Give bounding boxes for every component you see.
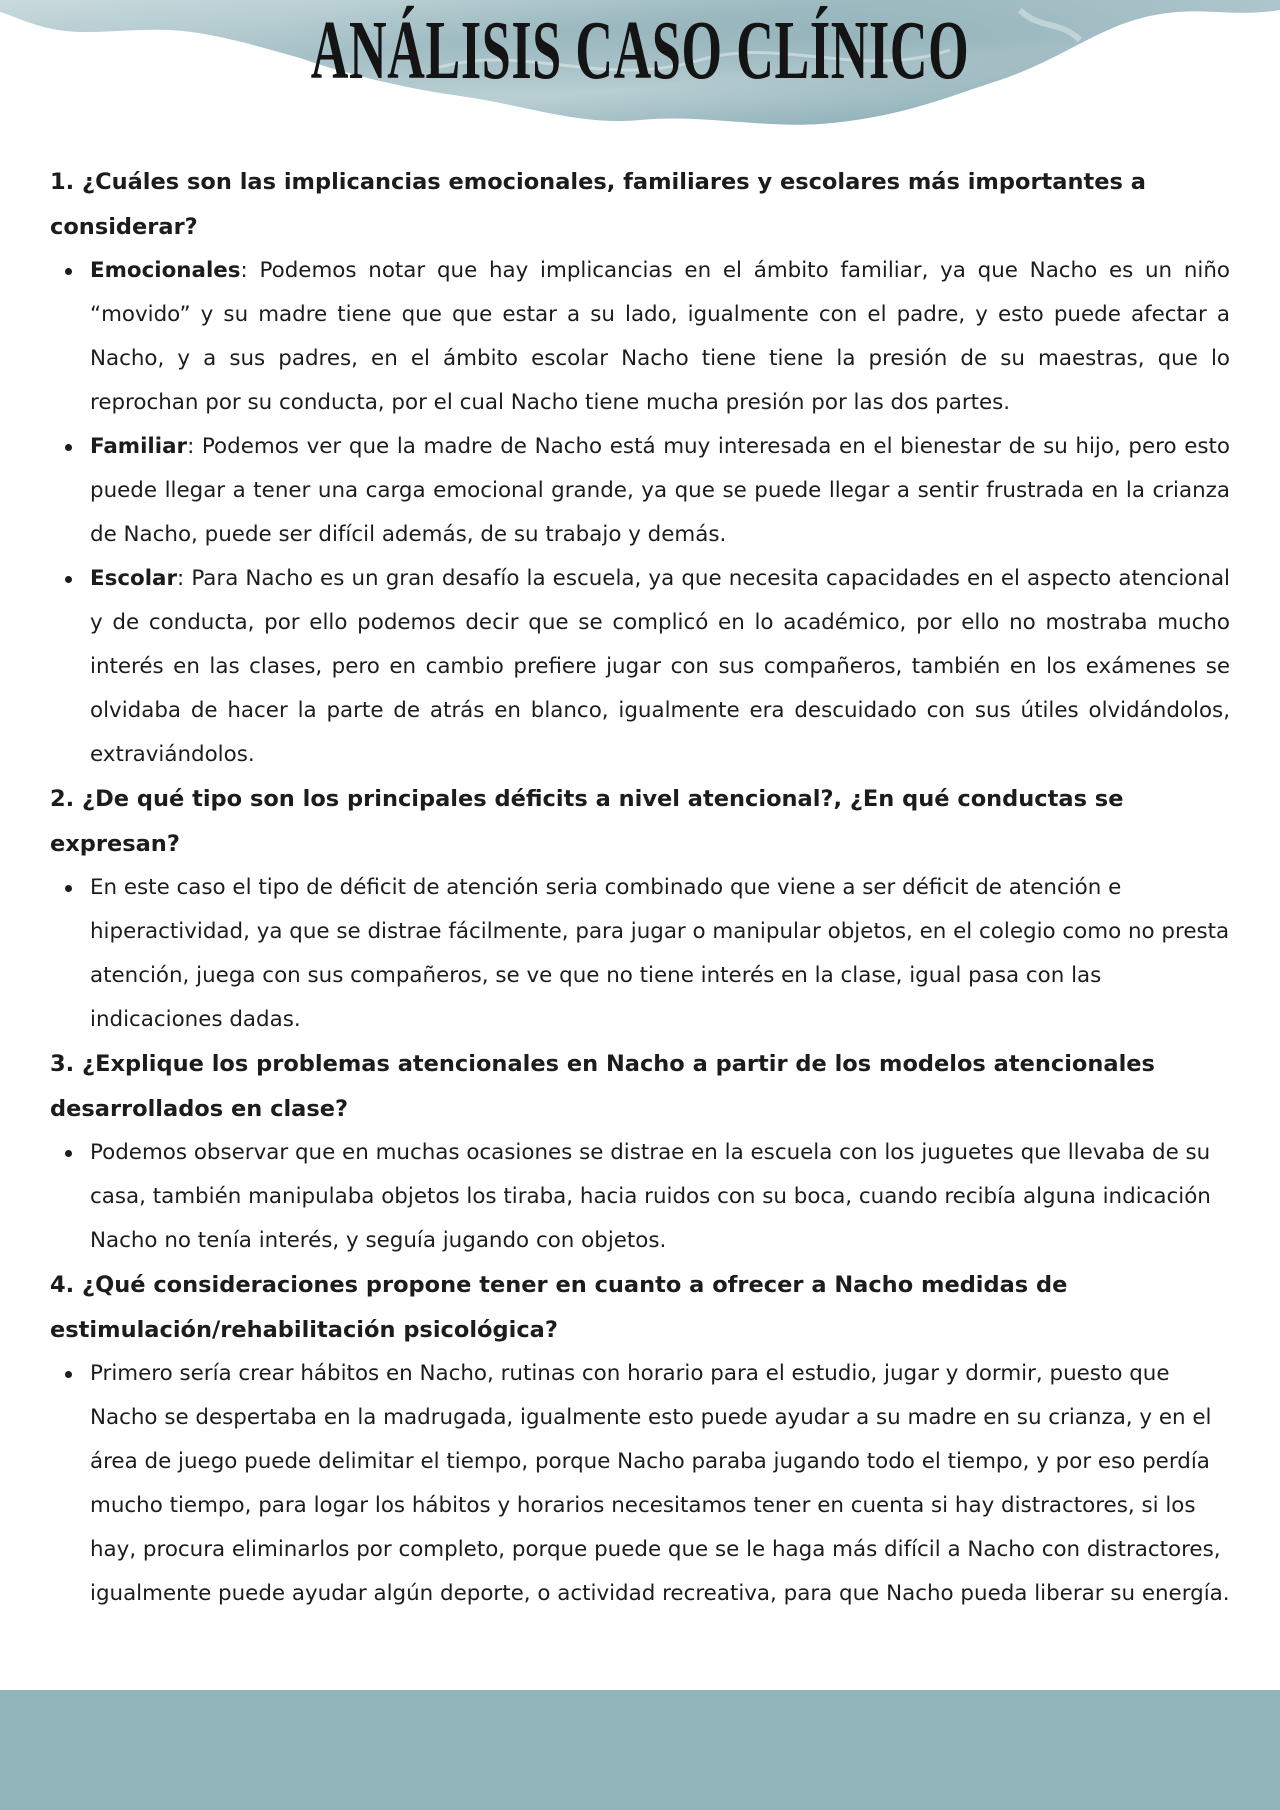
document-body [50, 160, 1230, 1616]
answer-list-3 [50, 1131, 1230, 1263]
question-1: 1. ¿Cuáles son las implicancias emocionales, familiares y escolares más importantes a considerar? [50, 169, 1146, 240]
list-item [90, 866, 1230, 1042]
page-title: ANÁLISIS CASO CLÍNICO [310, 4, 970, 97]
item-term: Emocionales [90, 258, 241, 283]
question-4: 4. ¿Qué consideraciones propone tener en cuanto a ofrecer a Nacho medidas de estimulación/rehabilitación psicológica? [50, 1272, 1068, 1343]
item-text: Primero sería crear hábitos en Nacho, rutinas con horario para el estudio, jugar y dormir, puesto que Nacho se despertaba en la madrugada, igualmente esto puede ayudar a su madre en su crianza, y en el área de juego puede delimitar el tiempo, porque Nacho paraba jugando todo el tiempo, y por eso perdía mucho tiempo, para logar los hábitos y horarios necesitamos tener en cuenta si hay distractores, si los hay, procura eliminarlos por completo, porque puede que se le haga más difícil a Nacho con distractores, igualmente puede ayudar algún deporte, o actividad recreativa, para que Nacho pueda liberar su energía. [90, 1361, 1230, 1606]
list-item [90, 557, 1230, 777]
item-term: Escolar [90, 566, 178, 591]
answer-list-1 [50, 249, 1230, 777]
item-text: En este caso el tipo de déficit de atención seria combinado que viene a ser déficit de atención e hiperactividad, ya que se distrae fácilmente, para jugar o manipular objetos, en el colegio como no presta atención, juega con sus compañeros, se ve que no tiene interés en la clase, igual pasa con las indicaciones dadas. [90, 875, 1230, 1032]
item-text: Podemos observar que en muchas ocasiones se distrae en la escuela con los juguetes que llevaba de su casa, también manipulaba objetos los tiraba, hacia ruidos con su boca, cuando recibía alguna indicación Nacho no tenía interés, y seguía jugando con objetos. [90, 1140, 1211, 1253]
list-item [90, 249, 1230, 425]
item-text: : Podemos ver que la madre de Nacho está muy interesada en el bienestar de su hijo, pero esto puede llegar a tener una carga emocional grande, ya que se puede llegar a sentir frustrada en la crianza de Nacho, puede ser difícil además, de su trabajo y demás. [90, 434, 1230, 547]
header-banner [0, 0, 1280, 130]
list-item [90, 425, 1230, 557]
answer-list-2 [50, 866, 1230, 1042]
list-item [90, 1131, 1230, 1263]
item-text: : Para Nacho es un gran desafío la escuela, ya que necesita capacidades en el aspecto atencional y de conducta, por ello podemos decir que se complicó en lo académico, por ello no mostraba mucho interés en las clases, pero en cambio prefiere jugar con sus compañeros, también en los exámenes se olvidaba de hacer la parte de atrás en blanco, igualmente era descuidado con sus útiles olvidándolos, extraviándolos. [90, 566, 1230, 767]
item-text: : Podemos notar que hay implicancias en el ámbito familiar, ya que Nacho es un niño “movido” y su madre tiene que que estar a su lado, igualmente con el padre, y esto puede afectar a Nacho, y a sus padres, en el ámbito escolar Nacho tiene tiene la presión de su maestras, que lo reprochan por su conducta, por el cual Nacho tiene mucha presión por las dos partes. [90, 258, 1230, 415]
footer-bar [0, 1690, 1280, 1810]
question-3: 3. ¿Explique los problemas atencionales en Nacho a partir de los modelos atencionales desarrollados en clase? [50, 1051, 1155, 1122]
answer-list-4 [50, 1352, 1230, 1616]
list-item [90, 1352, 1230, 1616]
question-2: 2. ¿De qué tipo son los principales déficits a nivel atencional?, ¿En qué conductas se expresan? [50, 786, 1124, 857]
item-term: Familiar [90, 434, 188, 459]
